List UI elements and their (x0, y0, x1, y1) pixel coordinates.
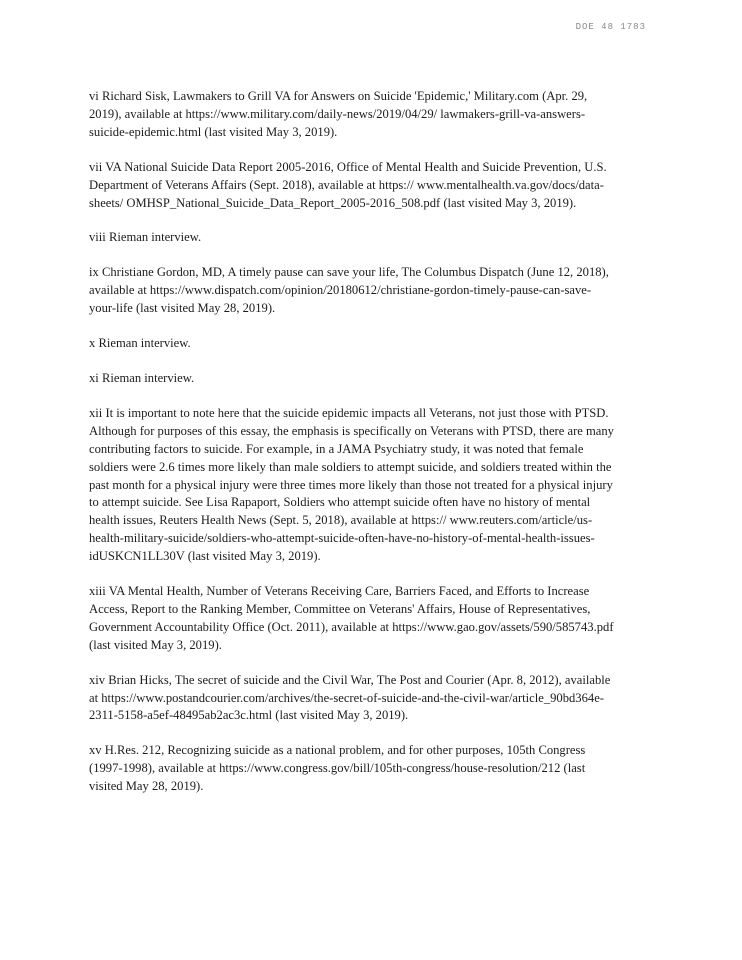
endnote-marker: xv (89, 743, 102, 758)
endnote-marker: x (89, 336, 96, 351)
endnote (89, 229, 615, 247)
endnote (89, 742, 615, 796)
endnote-text: Rieman interview. (101, 370, 195, 385)
endnote-marker: viii (89, 230, 106, 245)
endnote-marker: vi (89, 89, 99, 103)
endnote-text: It is important to note here that the suicide epidemic impacts all Veterans, not just those with PTSD. Although for purposes of this essay, the emphasis is specifically on Veterans with PTSD, there are many contributing factors to suicide. For example, in a JAMA Psychiatry study, it was noted that female soldiers were 2.6 times more likely than male soldiers to attempt suicide, and soldiers treated within the past month for a physical injury were three times more likely than those not treated for a physical injury to attempt suicide. See Lisa Rapaport, Soldiers who attempt suicide often have no history of mental health issues, Reuters Health News (Sept. 5, 2018), available at https:// www.reuters.com/article/us-health-military-suicide/soldiers-who-attempt-suicide-often-have-no-history-of-mental-health-issues-idUSKCN1LL30V (last visited May 3, 2019). (89, 405, 614, 564)
endnote (89, 405, 615, 566)
endnote (89, 370, 615, 388)
endnote-marker: vii (89, 159, 103, 174)
endnote (89, 264, 615, 318)
endnote-marker: xiii (89, 584, 106, 599)
endnotes-list (89, 88, 615, 813)
endnote-text: Brian Hicks, The secret of suicide and the Civil War, The Post and Courier (Apr. 8, 2012), available at https://www.postandcourier.com/archives/the-secret-of-suicide-and-the-civil-war/article_90bd364e-2311-5158-a5ef-48495ab2ac3c.html (last visited May 3, 2019). (89, 672, 611, 723)
endnote-text: Rieman interview. (98, 336, 191, 351)
endnote-marker: xi (89, 370, 99, 385)
endnote-marker: xiv (89, 672, 106, 687)
page-number: DOE 48 1783 (575, 22, 646, 32)
endnote-text: Richard Sisk, Lawmakers to Grill VA for Answers on Suicide 'Epidemic,' Military.com (Apr. 29, 2019), available at https://www.military.com/daily-news/2019/04/29/ lawmakers-grill-va-answers-suicide-epidemic.html (last visited May 3, 2019). (89, 89, 588, 139)
endnote-text: H.Res. 212, Recognizing suicide as a national problem, and for other purposes, 105th Congress (1997-1998), available at https://www.congress.gov/bill/105th-congress/house-resolution/212 (last visited May 28, 2019). (89, 743, 586, 794)
endnote-text: VA Mental Health, Number of Veterans Receiving Care, Barriers Faced, and Efforts to Increase Access, Report to the Ranking Member, Committee on Veterans' Affairs, House of Representatives, Government Accountability Office (Oct. 2011), available at https://www.gao.gov/assets/590/585743.pdf (last visited May 3, 2019). (89, 584, 614, 652)
endnote (89, 335, 615, 353)
endnote-text: Rieman interview. (108, 230, 202, 245)
endnote-text: VA National Suicide Data Report 2005-2016, Office of Mental Health and Suicide Prevention, U.S. Department of Veterans Affairs (Sept. 2018), available at https:// www.mentalhealth.va.gov/docs/data-sheets/ OMHSP_National_Suicide_Data_Report_2005-2016_508.pdf (last visited May 3, 2019). (89, 159, 607, 210)
endnote-marker: xii (89, 405, 103, 420)
endnote (89, 159, 615, 213)
endnote-text: Christiane Gordon, MD, A timely pause can save your life, The Columbus Dispatch (June 12, 2018), available at https://www.dispatch.com/opinion/20180612/christiane-gordon-timely-pause-can-save-your-life (last visited May 28, 2019). (89, 265, 609, 316)
endnote-marker: ix (89, 265, 99, 280)
endnote (89, 672, 615, 726)
endnote (89, 583, 615, 655)
endnote (89, 88, 615, 142)
